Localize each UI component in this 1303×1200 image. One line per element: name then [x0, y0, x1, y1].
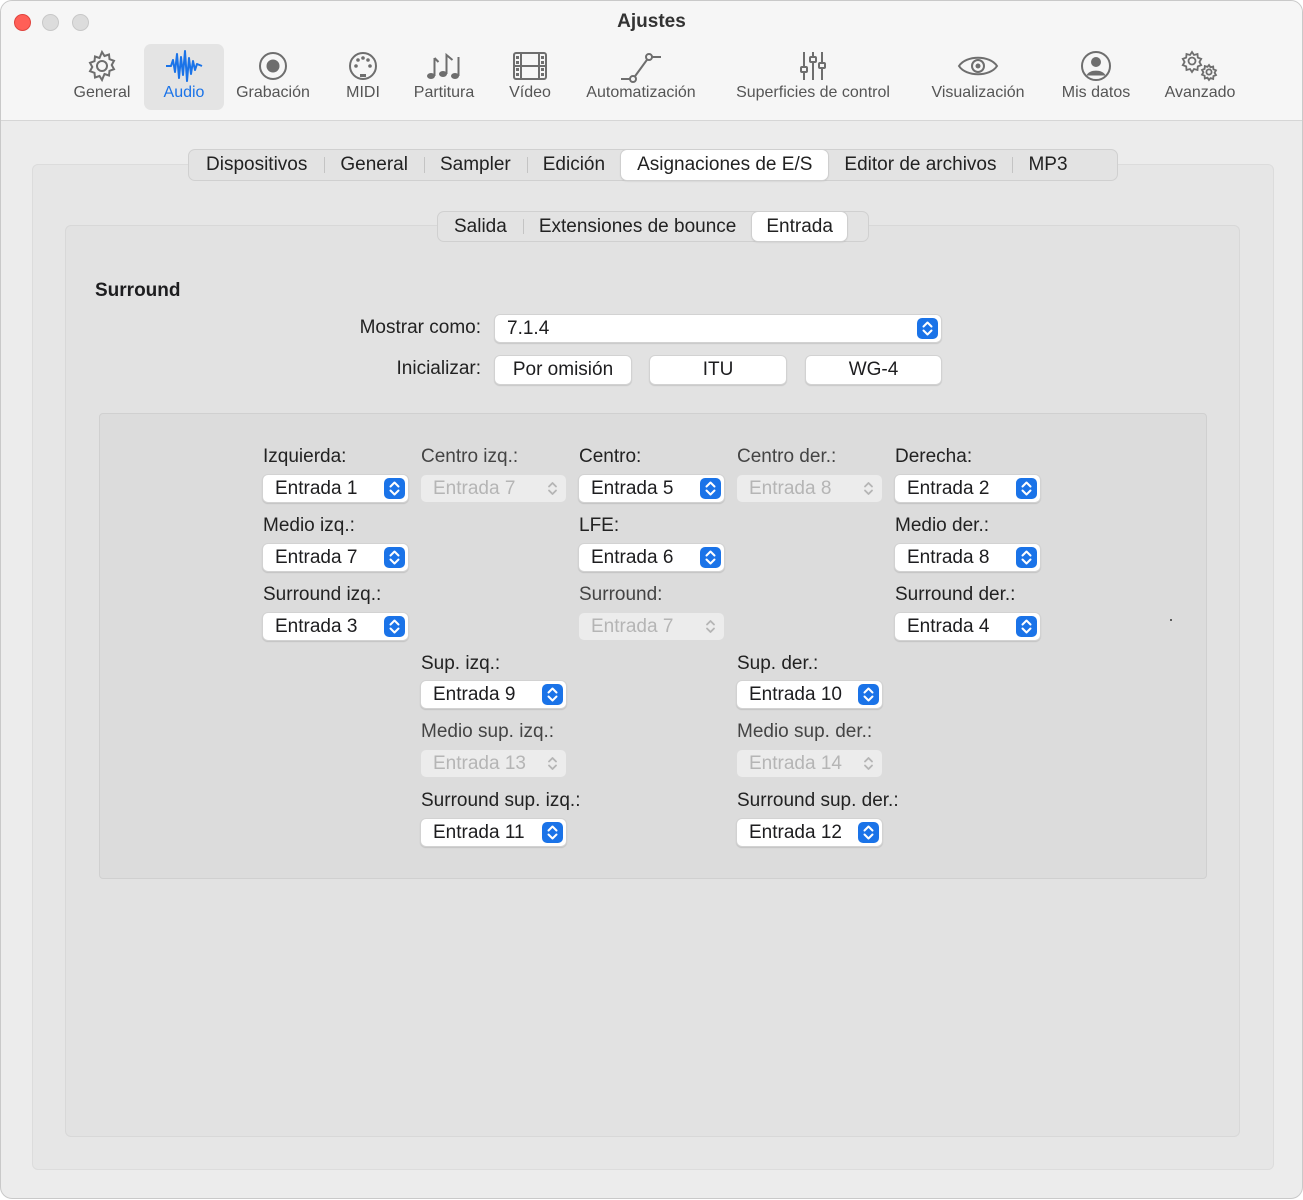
chevron-up-down-icon [384, 616, 405, 637]
section-title: Surround [95, 280, 181, 301]
toolbar-label: General [73, 84, 131, 101]
channel-popup-center-right [736, 474, 883, 503]
chevron-up-down-icon [858, 478, 879, 499]
sub-tabs [437, 211, 869, 242]
subtab-output[interactable]: Salida [454, 215, 507, 237]
chevron-up-down-icon [542, 822, 563, 843]
channel-popup-side-left[interactable] [262, 543, 409, 572]
chevron-up-down-icon [700, 616, 721, 637]
channel-popup-right[interactable] [894, 474, 1041, 503]
channel-value: Entrada 6 [591, 547, 674, 568]
show-as-popup[interactable] [494, 314, 942, 343]
channel-value: Entrada 11 [433, 822, 525, 843]
toolbar-label: Grabación [236, 84, 310, 101]
channel-popup-top-side-right [736, 749, 883, 778]
channel-label: Surround: [579, 584, 663, 605]
chevron-up-down-icon [542, 478, 563, 499]
channel-value: Entrada 9 [433, 684, 516, 705]
automation-curve-icon [577, 49, 705, 85]
tab-file-editor[interactable]: Editor de archivos [844, 154, 997, 175]
channel-popup-top-rear-right[interactable] [736, 818, 883, 847]
chevron-up-down-icon [917, 318, 938, 339]
channel-popup-center[interactable] [578, 474, 725, 503]
person-icon [1053, 49, 1139, 85]
tab-editing[interactable]: Edición [527, 150, 621, 180]
channel-value: Entrada 12 [749, 822, 842, 843]
subtab-bounce-extensions[interactable]: Extensiones de bounce [523, 212, 753, 241]
toolbar-label: Partitura [413, 84, 475, 101]
init-wg4-button[interactable]: WG-4 [805, 355, 942, 385]
channel-value: Entrada 1 [275, 478, 358, 499]
window-title: Ajustes [617, 11, 686, 32]
channel-value: Entrada 7 [275, 547, 358, 568]
tab-devices[interactable]: Dispositivos [206, 154, 308, 175]
channel-label: Centro der.: [737, 446, 837, 467]
channel-popup-top-side-left [420, 749, 567, 778]
toolbar [1, 1, 1302, 121]
tab-general[interactable]: General [324, 150, 424, 180]
channel-value: Entrada 13 [433, 753, 526, 774]
tab-mp3[interactable]: MP3 [1012, 150, 1083, 180]
toolbar-label: Mis datos [1061, 84, 1131, 101]
midi-port-icon [331, 49, 395, 85]
gear-icon [63, 49, 141, 85]
channel-label: Izquierda: [263, 446, 347, 467]
toolbar-item-video[interactable] [497, 44, 563, 110]
channel-label: Medio sup. izq.: [421, 721, 555, 742]
toolbar-item-control-surfaces[interactable] [723, 44, 903, 110]
chevron-up-down-icon [858, 753, 879, 774]
toolbar-label: Avanzado [1164, 84, 1236, 101]
channel-popup-left[interactable] [262, 474, 409, 503]
channel-value: Entrada 7 [591, 616, 674, 637]
toolbar-label: Visualización [931, 84, 1025, 101]
channel-popup-center-left [420, 474, 567, 503]
eye-icon [923, 49, 1033, 85]
show-as-label: Mostrar como: [359, 317, 481, 338]
toolbar-item-automation[interactable] [577, 44, 705, 110]
toolbar-label: MIDI [346, 84, 380, 101]
initialize-label: Inicializar: [396, 358, 481, 379]
toolbar-label: Audio [163, 84, 205, 101]
toolbar-label: Vídeo [509, 84, 551, 101]
chevron-up-down-icon [384, 478, 405, 499]
sliders-icon [723, 49, 903, 85]
toolbar-item-advanced[interactable] [1157, 44, 1243, 110]
channel-popup-side-right[interactable] [894, 543, 1041, 572]
film-icon [497, 49, 563, 85]
channel-label: Centro izq.: [421, 446, 519, 467]
chevron-up-down-icon [700, 478, 721, 499]
stray-dot [1170, 619, 1172, 621]
chevron-up-down-icon [542, 753, 563, 774]
channel-label: Medio der.: [895, 515, 989, 536]
channel-value: Entrada 10 [749, 684, 842, 705]
channel-popup-surround [578, 612, 725, 641]
show-as-value: 7.1.4 [507, 318, 550, 339]
channel-label: Surround sup. izq.: [421, 790, 581, 811]
chevron-up-down-icon [1016, 616, 1037, 637]
tab-io-assignments[interactable]: Asignaciones de E/S [621, 150, 828, 180]
channel-value: Entrada 4 [907, 616, 990, 637]
subtab-input[interactable]: Entrada [752, 212, 847, 241]
channel-value: Entrada 8 [749, 478, 832, 499]
waveform-icon [144, 49, 224, 85]
toolbar-label: Automatización [586, 84, 696, 101]
channel-popup-top-left[interactable] [420, 680, 567, 709]
channel-value: Entrada 3 [275, 616, 358, 637]
tab-sampler[interactable]: Sampler [424, 150, 527, 180]
channel-value: Entrada 5 [591, 478, 674, 499]
chevron-up-down-icon [1016, 478, 1037, 499]
chevron-up-down-icon [700, 547, 721, 568]
main-tabs [188, 149, 1118, 181]
channel-label: LFE: [579, 515, 620, 536]
channel-label: Centro: [579, 446, 642, 467]
channel-label: Derecha: [895, 446, 973, 467]
channel-label: Sup. izq.: [421, 653, 501, 674]
channel-label: Medio izq.: [263, 515, 355, 536]
toolbar-item-score[interactable] [403, 44, 485, 110]
channel-value: Entrada 2 [907, 478, 990, 499]
channel-popup-surround-right[interactable] [894, 612, 1041, 641]
toolbar-item-general[interactable] [63, 44, 141, 110]
toolbar-label: Superficies de control [736, 84, 890, 101]
init-itu-button[interactable]: ITU [649, 355, 787, 385]
chevron-up-down-icon [858, 822, 879, 843]
music-notes-icon [403, 49, 485, 85]
channel-value: Entrada 8 [907, 547, 990, 568]
init-default-button[interactable]: Por omisión [494, 355, 632, 385]
toolbar-item-midi[interactable] [331, 44, 395, 110]
channel-popup-lfe[interactable] [578, 543, 725, 572]
chevron-up-down-icon [858, 684, 879, 705]
chevron-up-down-icon [384, 547, 405, 568]
toolbar-item-recording[interactable] [229, 44, 317, 110]
channel-value: Entrada 14 [749, 753, 842, 774]
channel-popup-top-rear-left[interactable] [420, 818, 567, 847]
channel-popup-surround-left[interactable] [262, 612, 409, 641]
channel-label: Surround sup. der.: [737, 790, 899, 811]
gears-icon [1157, 49, 1243, 85]
channel-label: Medio sup. der.: [737, 721, 873, 742]
chevron-up-down-icon [1016, 547, 1037, 568]
channel-label: Sup. der.: [737, 653, 819, 674]
channel-value: Entrada 7 [433, 478, 516, 499]
record-icon [229, 49, 317, 85]
toolbar-item-my-info[interactable] [1053, 44, 1139, 110]
channel-label: Surround der.: [895, 584, 1016, 605]
channel-popup-top-right[interactable] [736, 680, 883, 709]
toolbar-item-display[interactable] [923, 44, 1033, 110]
channel-label: Surround izq.: [263, 584, 382, 605]
toolbar-item-audio[interactable] [144, 44, 224, 110]
chevron-up-down-icon [542, 684, 563, 705]
